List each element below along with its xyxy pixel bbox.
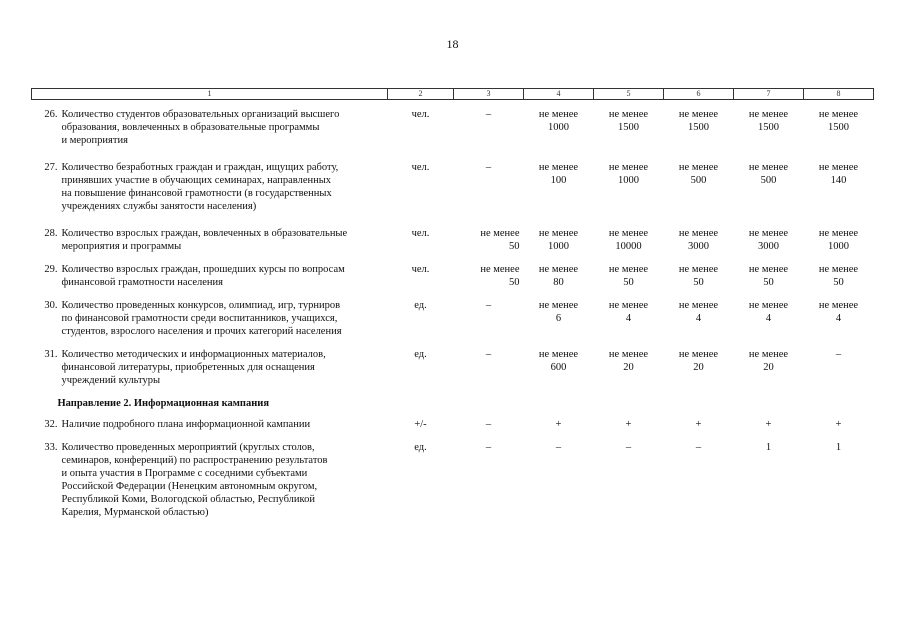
value-line: – (835, 349, 842, 360)
value-line: 1500 (758, 122, 779, 133)
indicator-description (32, 299, 388, 338)
value-line: не менее (678, 300, 719, 311)
value-cell-c5 (594, 108, 664, 147)
value-line: 1000 (548, 122, 569, 133)
section-row (32, 397, 874, 410)
value-cell-c8 (804, 348, 874, 387)
value-line: не менее (748, 349, 789, 360)
value-cell-c3 (454, 263, 524, 289)
value-cell-c5 (594, 227, 664, 253)
value-line: не менее (538, 264, 579, 275)
indicator-text-line: Количество методических и информационных материалов, (61, 349, 326, 360)
value-line: + (695, 419, 702, 430)
value-line: 80 (553, 277, 564, 288)
unit-cell: ед. (414, 300, 427, 311)
indicator-text (62, 441, 388, 519)
value-line: 50 (509, 277, 520, 288)
value-cell-c8 (804, 161, 874, 213)
value-line: не менее (818, 264, 859, 275)
value-line: + (765, 419, 772, 430)
value-cell-c5 (594, 299, 664, 338)
value-cell-c8 (804, 108, 874, 147)
header-cell: 3 (454, 89, 524, 100)
unit-cell: чел. (411, 162, 430, 173)
indicator-text (62, 299, 388, 338)
row-number: 29. (44, 264, 58, 275)
value-cell-c3 (454, 441, 524, 519)
row-number: 31. (44, 349, 58, 360)
value-cell-c7 (734, 108, 804, 147)
value-cell-c4 (524, 263, 594, 289)
value-cell-c4 (524, 108, 594, 147)
value-line: – (695, 442, 702, 453)
value-cell-c7 (734, 299, 804, 338)
value-cell-c8 (804, 263, 874, 289)
value-line: не менее (538, 300, 579, 311)
value-line: 10000 (615, 241, 642, 252)
value-cell-c7 (734, 441, 804, 519)
table-row (32, 418, 874, 431)
value-cell-c8 (804, 227, 874, 253)
indicator-text-line: мероприятия и программы (61, 241, 182, 252)
value-cell-c4 (524, 161, 594, 213)
header-cell: 4 (524, 89, 594, 100)
indicator-text (62, 108, 388, 147)
value-cell-c6 (664, 227, 734, 253)
value-line: 4 (625, 313, 632, 324)
spacer-cell (32, 289, 874, 299)
table-row (32, 227, 874, 253)
indicator-text-line: финансовой литературы, приобретенных для оснащения (61, 362, 315, 373)
value-cell-c6 (664, 418, 734, 431)
value-line: 1 (835, 442, 842, 453)
unit-cell: ед. (414, 442, 427, 453)
indicator-description (32, 348, 388, 387)
value-cell-c7 (734, 161, 804, 213)
value-line: 50 (509, 241, 520, 252)
value-line: 1000 (548, 241, 569, 252)
value-line: + (835, 419, 842, 430)
value-line: 1000 (618, 175, 639, 186)
row-spacer (32, 289, 874, 299)
value-cell-c4 (524, 441, 594, 519)
value-line: 50 (623, 277, 634, 288)
value-cell-c6 (664, 348, 734, 387)
indicator-text (62, 348, 388, 387)
value-cell-c7 (734, 348, 804, 387)
value-cell-c3 (454, 161, 524, 213)
indicator-text-line: Республикой Коми, Вологодской областью, Республикой (61, 494, 315, 505)
indicators-table (31, 88, 874, 529)
indicator-text (62, 418, 388, 431)
value-line: 50 (763, 277, 774, 288)
indicator-text-line: Количество взрослых граждан, прошедших курсы по вопросам (61, 264, 345, 275)
indicator-text-line: и опыта участия в Программе с соседними субъектами (61, 468, 308, 479)
value-line: – (485, 162, 492, 173)
indicator-text-line: Количество проведенных конкурсов, олимпиад, игр, турниров (61, 300, 341, 311)
value-cell-c7 (734, 418, 804, 431)
indicator-description (32, 263, 388, 289)
spacer-cell (32, 387, 874, 397)
indicator-text-line: Количество студентов образовательных организаций высшего (61, 109, 340, 120)
indicator-text-line: Наличие подробного плана информационной кампании (61, 419, 311, 430)
value-line: 20 (623, 362, 634, 373)
value-line: 4 (835, 313, 842, 324)
header-cell: 8 (804, 89, 874, 100)
value-cell-c3 (454, 348, 524, 387)
value-line: не менее (748, 109, 789, 120)
value-cell-c6 (664, 263, 734, 289)
value-line: не менее (748, 228, 789, 239)
indicator-text-line: образования, вовлеченных в образовательные программы (61, 122, 320, 133)
row-spacer (32, 253, 874, 263)
value-line: – (485, 419, 492, 430)
value-line: не менее (678, 162, 719, 173)
page-number: 18 (446, 37, 459, 51)
value-line: не менее (818, 162, 859, 173)
value-line: не менее (748, 264, 789, 275)
value-line: 100 (550, 175, 567, 186)
indicator-description (32, 418, 388, 431)
value-line: не менее (818, 300, 859, 311)
value-line: 6 (555, 313, 562, 324)
row-spacer (32, 387, 874, 397)
value-line: не менее (608, 300, 649, 311)
header-cell: 5 (594, 89, 664, 100)
value-cell-c3 (454, 418, 524, 431)
value-cell-c5 (594, 263, 664, 289)
value-line: не менее (748, 300, 789, 311)
row-number: 27. (44, 162, 58, 173)
value-line: не менее (678, 109, 719, 120)
indicator-wrap (32, 263, 388, 289)
value-line: 20 (763, 362, 774, 373)
value-line: 3000 (758, 241, 779, 252)
indicator-text-line: студентов, взрослого населения и прочих категорий населения (61, 326, 342, 337)
value-line: не менее (608, 228, 649, 239)
value-line: 20 (693, 362, 704, 373)
unit-cell: чел. (411, 264, 430, 275)
value-line: + (625, 419, 632, 430)
value-line: 4 (765, 313, 772, 324)
indicator-wrap (32, 161, 388, 213)
row-number: 28. (44, 228, 58, 239)
spacer-cell (32, 253, 874, 263)
table-row (32, 161, 874, 213)
value-line: не менее (678, 264, 719, 275)
indicator-description (32, 441, 388, 519)
indicator-description (32, 161, 388, 213)
value-line: не менее (608, 264, 649, 275)
spacer-cell (32, 519, 874, 529)
table-row (32, 348, 874, 387)
value-cell-c8 (804, 418, 874, 431)
table-row (32, 108, 874, 147)
indicator-text-line: Количество безработных граждан и граждан, ищущих работу, (61, 162, 339, 173)
indicator-wrap (32, 348, 388, 387)
row-spacer (32, 519, 874, 529)
indicator-text-line: Карелия, Мурманской областью) (61, 507, 209, 518)
value-line: не менее (538, 349, 579, 360)
value-cell-c6 (664, 161, 734, 213)
indicator-text-line: Количество проведенных мероприятий (круглых столов, (61, 442, 315, 453)
indicator-wrap (32, 227, 388, 253)
value-line: не менее (538, 109, 579, 120)
table-row (32, 441, 874, 519)
indicator-text-line: учреждений культуры (61, 375, 161, 386)
value-cell-c7 (734, 227, 804, 253)
indicator-text-line: принявших участие в обучающих семинарах, направленных (61, 175, 332, 186)
header-cell: 7 (734, 89, 804, 100)
indicator-text-line: финансовой грамотности населения (61, 277, 223, 288)
value-line: не менее (608, 162, 649, 173)
indicator-text-line: учреждениях службы занятости населения) (61, 201, 257, 212)
section-title: Направление 2. Информационная кампания (57, 398, 270, 409)
value-line: не менее (608, 109, 649, 120)
value-line: 1500 (828, 122, 849, 133)
value-line: не менее (678, 349, 719, 360)
value-line: 50 (693, 277, 704, 288)
value-line: не менее (818, 228, 859, 239)
value-line: не менее (480, 228, 520, 239)
row-number: 33. (44, 442, 58, 453)
value-cell-c7 (734, 263, 804, 289)
spacer-cell (32, 213, 874, 227)
indicator-text-line: и мероприятия (61, 135, 128, 146)
value-cell-c5 (594, 348, 664, 387)
value-line: не менее (480, 264, 520, 275)
value-line: + (555, 419, 562, 430)
value-cell-c5 (594, 161, 664, 213)
section-cell (32, 397, 874, 410)
table-body (32, 100, 874, 530)
value-line: не менее (748, 162, 789, 173)
value-line: 1500 (618, 122, 639, 133)
value-cell-c5 (594, 418, 664, 431)
value-line: не менее (678, 228, 719, 239)
indicator-text (62, 161, 388, 213)
value-line: не менее (608, 349, 649, 360)
row-spacer (32, 147, 874, 161)
header-cell: 1 (32, 89, 388, 100)
indicator-text-line: на повышение финансовой грамотности (в государственных (61, 188, 332, 199)
value-line: – (485, 300, 492, 311)
value-line: 1 (765, 442, 772, 453)
indicator-wrap (32, 108, 388, 147)
table-row (32, 263, 874, 289)
value-line: – (485, 349, 492, 360)
indicator-description (32, 108, 388, 147)
row-number: 30. (44, 300, 58, 311)
value-line: 50 (833, 277, 844, 288)
unit-cell: чел. (411, 228, 430, 239)
spacer-cell (32, 410, 874, 418)
row-number: 26. (44, 109, 58, 120)
indicator-wrap (32, 299, 388, 338)
value-line: 1500 (688, 122, 709, 133)
value-cell-c6 (664, 108, 734, 147)
value-line: не менее (538, 228, 579, 239)
indicator-text-line: Российской Федерации (Ненецким автономным округом, (61, 481, 318, 492)
value-line: – (555, 442, 562, 453)
unit-cell: ед. (414, 349, 427, 360)
value-line: не менее (538, 162, 579, 173)
indicator-text (62, 263, 388, 289)
value-line: 600 (550, 362, 567, 373)
indicator-description (32, 227, 388, 253)
value-line: 500 (690, 175, 707, 186)
indicator-wrap (32, 418, 388, 431)
value-cell-c3 (454, 299, 524, 338)
table-row (32, 299, 874, 338)
value-line: не менее (818, 109, 859, 120)
unit-cell: +/- (414, 419, 427, 430)
value-line: 500 (760, 175, 777, 186)
value-cell-c3 (454, 108, 524, 147)
value-line: – (485, 109, 492, 120)
value-cell-c8 (804, 299, 874, 338)
value-line: 1000 (828, 241, 849, 252)
spacer-cell (32, 147, 874, 161)
value-cell-c4 (524, 299, 594, 338)
value-cell-c6 (664, 299, 734, 338)
indicator-text-line: по финансовой грамотности среди воспитанников, учащихся, (61, 313, 338, 324)
row-spacer (32, 100, 874, 109)
indicator-wrap (32, 441, 388, 519)
header-cell: 2 (388, 89, 454, 100)
value-cell-c8 (804, 441, 874, 519)
value-cell-c5 (594, 441, 664, 519)
value-cell-c4 (524, 348, 594, 387)
spacer-cell (32, 431, 874, 441)
value-line: – (485, 442, 492, 453)
spacer-cell (32, 100, 874, 109)
header-cell: 6 (664, 89, 734, 100)
spacer-cell (32, 338, 874, 348)
value-cell-c3 (454, 227, 524, 253)
row-spacer (32, 431, 874, 441)
value-line: – (625, 442, 632, 453)
value-line: 140 (830, 175, 847, 186)
table-header-row (32, 89, 874, 100)
value-line: 4 (695, 313, 702, 324)
value-cell-c6 (664, 441, 734, 519)
row-spacer (32, 213, 874, 227)
value-cell-c4 (524, 227, 594, 253)
value-line: 3000 (688, 241, 709, 252)
indicator-text-line: семинаров, конференций) по распространению результатов (61, 455, 328, 466)
value-cell-c4 (524, 418, 594, 431)
unit-cell: чел. (411, 109, 430, 120)
row-spacer (32, 338, 874, 348)
indicator-text (62, 227, 388, 253)
row-spacer (32, 410, 874, 418)
indicator-text-line: Количество взрослых граждан, вовлеченных в образовательные (61, 228, 348, 239)
row-number: 32. (44, 419, 58, 430)
